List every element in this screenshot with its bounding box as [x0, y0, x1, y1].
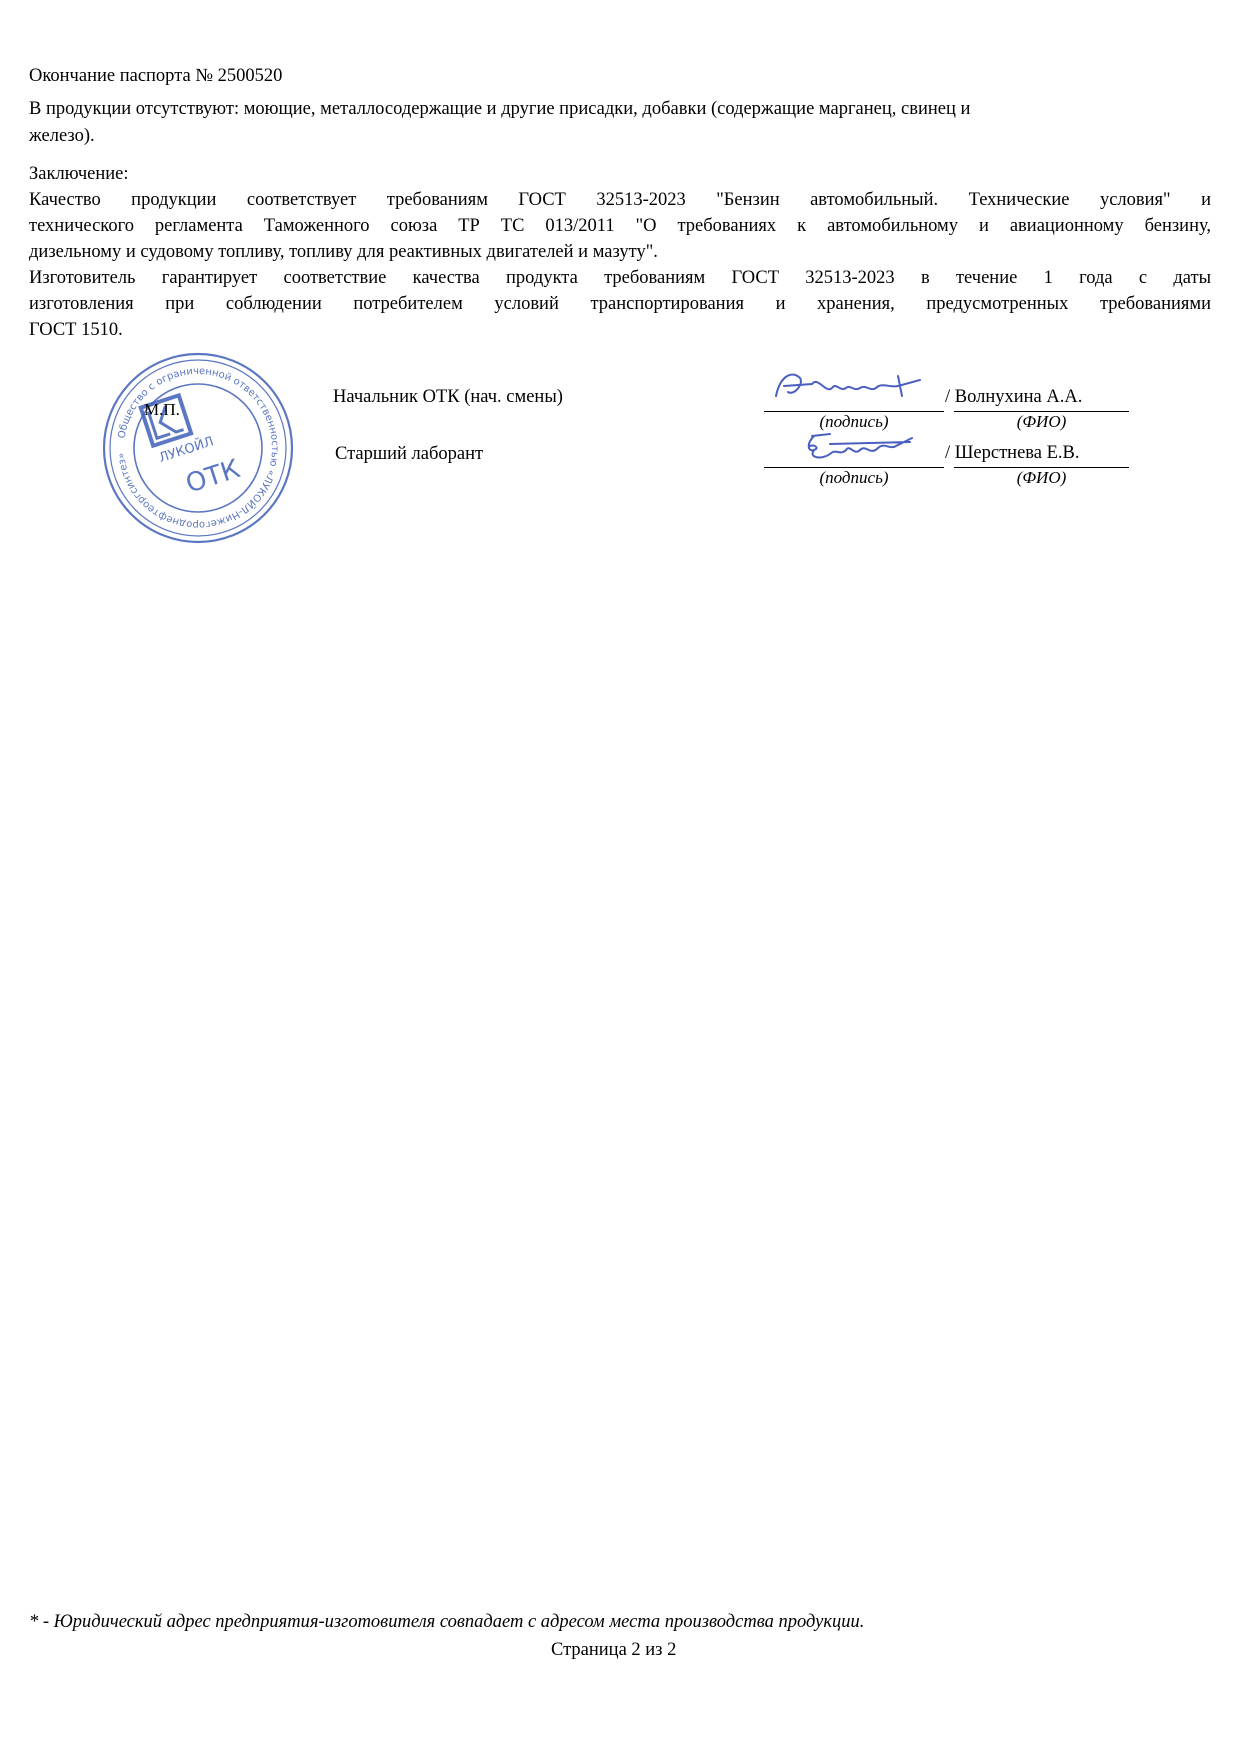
signer-name-2: / Шерстнева Е.В. [945, 443, 1080, 463]
footer-legal-note: * - Юридический адрес предприятия-изготовителя совпадает с адресом места производства продукции. [29, 1612, 865, 1632]
passport-title: Окончание паспорта № 2500520 [29, 66, 283, 86]
conclusion-text-line-1: Качество продукции соответствует требованиям ГОСТ 32513-2023 "Бензин автомобильный. Технические условия" и [29, 190, 1211, 210]
conclusion-text-line-3: дизельному и судовому топливу, топливу для реактивных двигателей и мазуту". [29, 242, 658, 262]
otk-stamp-seal [98, 348, 298, 548]
absence-text-line-2: железо). [29, 126, 95, 146]
conclusion-heading: Заключение: [29, 164, 129, 184]
signature-caption-1: (подпись) [819, 412, 889, 431]
name-caption-1: (ФИО) [1016, 412, 1067, 431]
page-number: Страница 2 из 2 [551, 1640, 677, 1660]
stamp-brand-text: ЛУКОЙЛ [157, 434, 216, 467]
stamp-dept-text: ОТК [182, 454, 244, 500]
name-caption-2: (ФИО) [1016, 468, 1067, 487]
signer-name-1: / Волнухина А.А. [945, 387, 1083, 407]
guarantee-text-line-3: ГОСТ 1510. [29, 320, 123, 340]
signature-caption-2: (подпись) [819, 468, 889, 487]
signer-position-2: Старший лаборант [335, 444, 484, 464]
stamp-ring-text: Общество с ограниченной ответственностью «ЛУКОЙЛ-Нижегороднефтеоргсинтез» [116, 365, 281, 531]
guarantee-text-line-1: Изготовитель гарантирует соответствие качества продукта требованиям ГОСТ 32513-2023 в течение 1 года с даты [29, 268, 1211, 288]
conclusion-text-line-2: технического регламента Таможенного союза ТР ТС 013/2011 "О требованиях к автомобильному и авиационному бензину, [29, 216, 1211, 236]
absence-text-line-1: В продукции отсутствуют: моющие, металлосодержащие и другие присадки, добавки (содержащие марганец, свинец и [29, 99, 971, 119]
handwritten-signature-1 [770, 366, 925, 406]
mp-label: М.П. [144, 400, 180, 419]
guarantee-text-line-2: изготовления при соблюдении потребителем условий транспортирования и хранения, предусмотренных требованиями [29, 294, 1211, 314]
signer-position-1: Начальник ОТК (нач. смены) [333, 387, 563, 407]
handwritten-signature-2 [800, 428, 920, 464]
